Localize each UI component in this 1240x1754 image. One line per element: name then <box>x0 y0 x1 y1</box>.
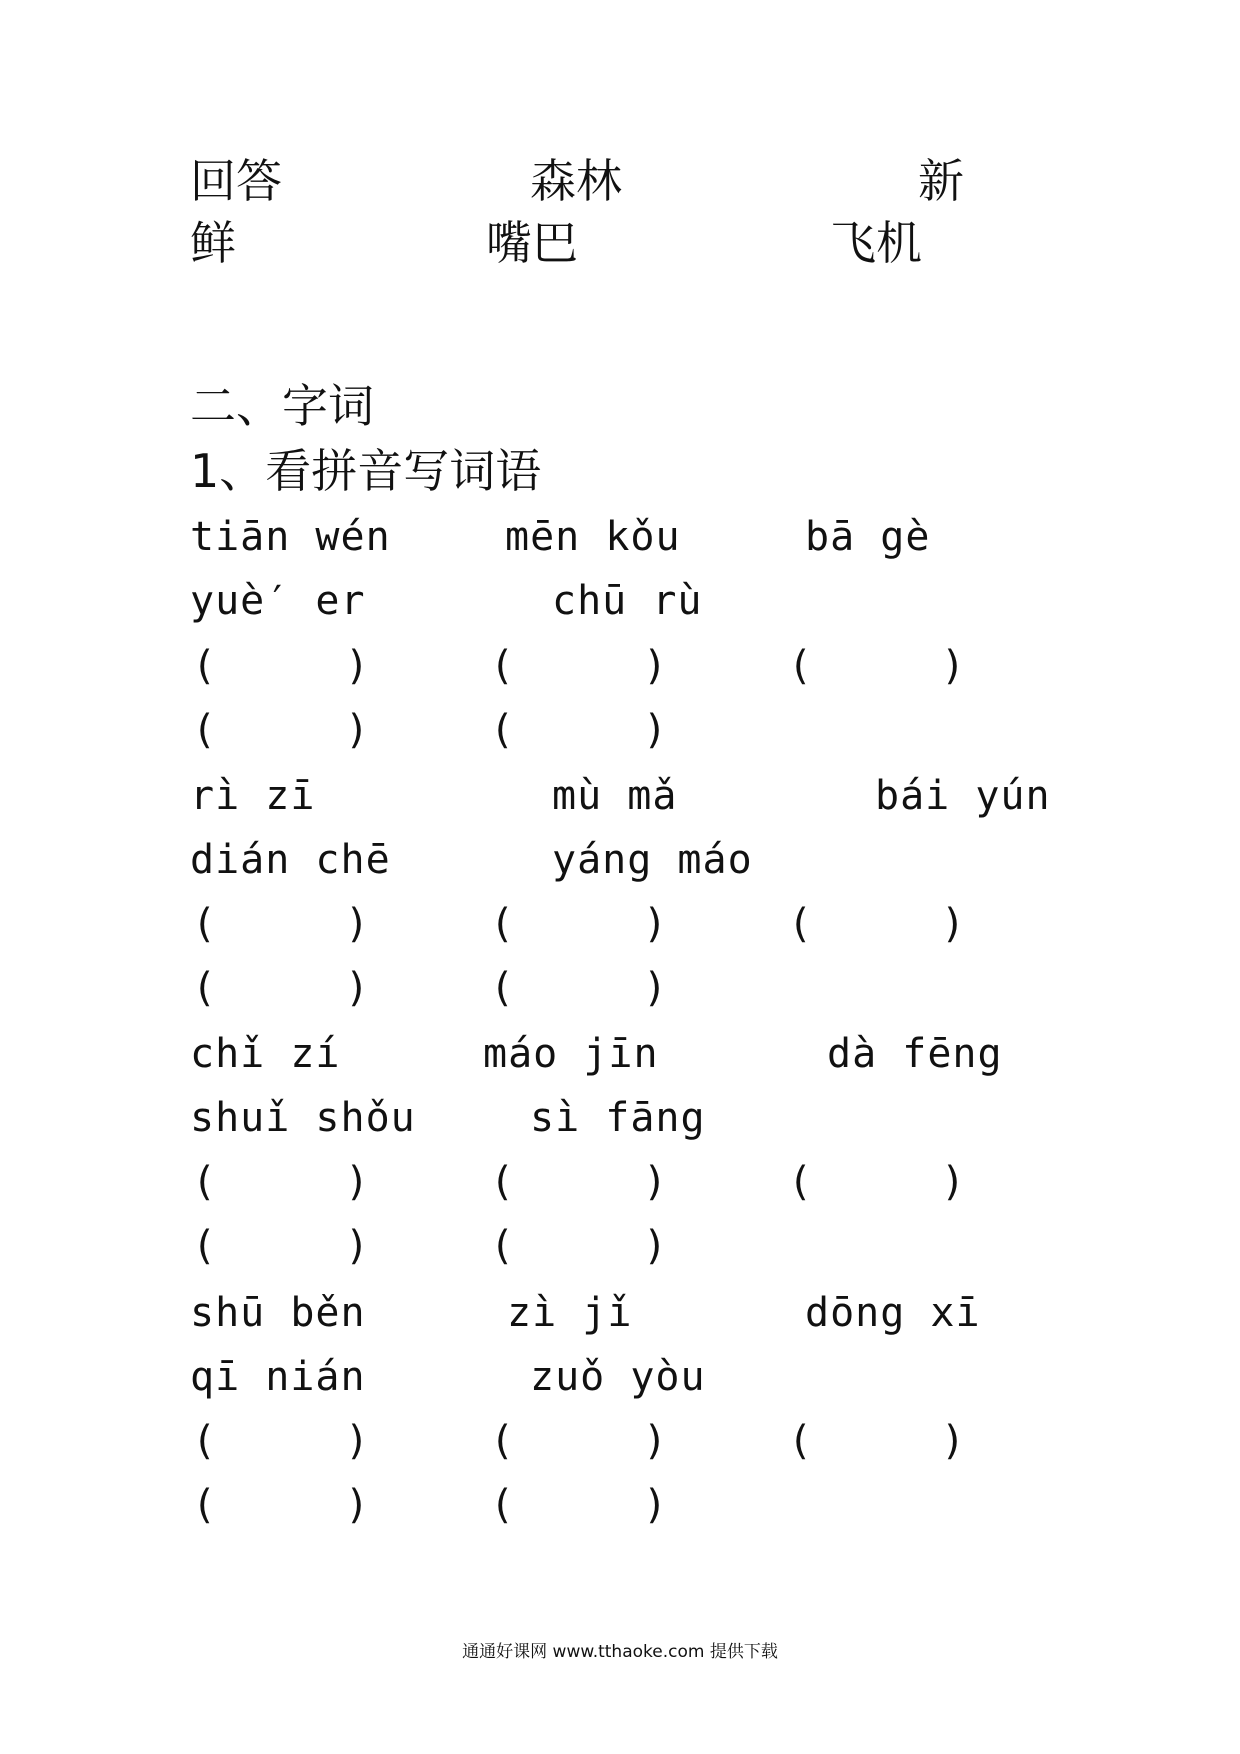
top-word: 嘴巴 <box>486 216 578 270</box>
top-word: 回答 <box>190 154 282 208</box>
answer-blank-open: ( <box>490 643 515 689</box>
exercise-title: 1、看拼音写词语 <box>190 444 542 498</box>
section-title: 二、字词 <box>190 379 374 433</box>
answer-blank-close: ) <box>345 901 370 947</box>
pinyin-word: chū rù <box>552 578 703 624</box>
answer-blank-open: ( <box>192 901 217 947</box>
answer-blank-open: ( <box>490 901 515 947</box>
top-word: 新 <box>918 154 964 208</box>
answer-blank-open: ( <box>192 707 217 753</box>
answer-blank-close: ) <box>345 643 370 689</box>
top-word: 森林 <box>530 154 622 208</box>
answer-blank-open: ( <box>490 1223 515 1269</box>
answer-blank-close: ) <box>941 643 966 689</box>
pinyin-word: zì jǐ <box>507 1290 633 1336</box>
answer-blank-open: ( <box>788 1418 813 1464</box>
answer-blank-open: ( <box>192 1223 217 1269</box>
answer-blank-close: ) <box>345 707 370 753</box>
pinyin-word: rì zī <box>190 773 316 819</box>
answer-blank-close: ) <box>345 1482 370 1528</box>
answer-blank-open: ( <box>490 1482 515 1528</box>
answer-blank-close: ) <box>643 1159 668 1205</box>
answer-blank-open: ( <box>490 965 515 1011</box>
answer-blank-open: ( <box>192 965 217 1011</box>
answer-blank-open: ( <box>192 643 217 689</box>
answer-blank-close: ) <box>643 643 668 689</box>
pinyin-word: zuǒ yòu <box>530 1354 706 1400</box>
pinyin-word: yáng máo <box>552 837 753 883</box>
pinyin-word: dián chē <box>190 837 391 883</box>
pinyin-word: máo jīn <box>483 1031 659 1077</box>
answer-blank-close: ) <box>345 1223 370 1269</box>
pinyin-word: yuè′ er <box>190 578 366 624</box>
answer-blank-close: ) <box>643 1223 668 1269</box>
answer-blank-open: ( <box>192 1418 217 1464</box>
pinyin-word: dà fēng <box>827 1031 1003 1077</box>
top-word: 飞机 <box>830 216 922 270</box>
answer-blank-close: ) <box>941 1418 966 1464</box>
answer-blank-close: ) <box>345 965 370 1011</box>
answer-blank-close: ) <box>345 1159 370 1205</box>
pinyin-word: shū běn <box>190 1290 366 1336</box>
answer-blank-open: ( <box>490 1159 515 1205</box>
answer-blank-close: ) <box>345 1418 370 1464</box>
answer-blank-close: ) <box>643 1482 668 1528</box>
answer-blank-open: ( <box>490 707 515 753</box>
pinyin-word: mēn kǒu <box>505 514 681 560</box>
pinyin-word: chǐ zí <box>190 1031 341 1077</box>
pinyin-word: bā gè <box>805 514 931 560</box>
answer-blank-open: ( <box>788 1159 813 1205</box>
answer-blank-open: ( <box>788 901 813 947</box>
top-word: 鲜 <box>190 216 236 270</box>
answer-blank-open: ( <box>192 1159 217 1205</box>
answer-blank-close: ) <box>643 707 668 753</box>
pinyin-word: mù mǎ <box>552 773 678 819</box>
answer-blank-close: ) <box>941 901 966 947</box>
pinyin-word: qī nián <box>190 1354 366 1400</box>
answer-blank-open: ( <box>788 643 813 689</box>
pinyin-word: dōng xī <box>805 1290 981 1336</box>
pinyin-word: tiān wén <box>190 514 391 560</box>
pinyin-word: bái yún <box>875 773 1051 819</box>
answer-blank-open: ( <box>192 1482 217 1528</box>
pinyin-word: shuǐ shǒu <box>190 1095 416 1141</box>
answer-blank-open: ( <box>490 1418 515 1464</box>
answer-blank-close: ) <box>643 1418 668 1464</box>
answer-blank-close: ) <box>941 1159 966 1205</box>
footer-source: 通通好课网 www.tthaoke.com 提供下载 <box>462 1642 778 1662</box>
answer-blank-close: ) <box>643 901 668 947</box>
pinyin-word: sì fāng <box>530 1095 706 1141</box>
answer-blank-close: ) <box>643 965 668 1011</box>
